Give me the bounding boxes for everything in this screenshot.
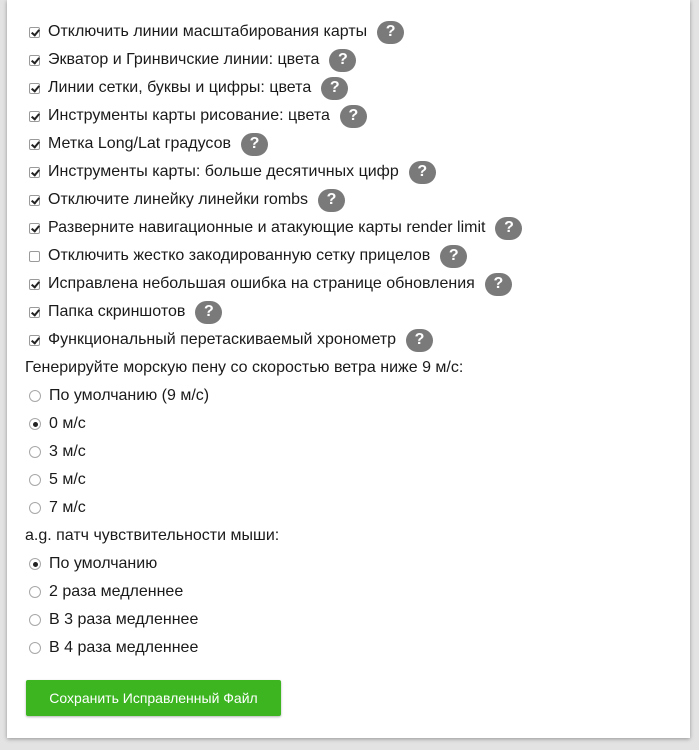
option-render-limit[interactable] — [29, 214, 522, 242]
checkbox[interactable] — [29, 27, 40, 38]
radio-label: 3 м/с — [49, 443, 86, 460]
help-icon[interactable]: ? — [495, 217, 522, 240]
option-label: Инструменты карты: больше десятичных цифр — [48, 163, 399, 180]
radio[interactable] — [29, 614, 41, 626]
checkbox[interactable] — [29, 307, 40, 318]
checkbox[interactable] — [29, 195, 40, 206]
help-icon[interactable]: ? — [340, 105, 367, 128]
option-label: Отключить жестко закодированную сетку прицелов — [48, 247, 431, 264]
help-icon[interactable]: ? — [195, 301, 222, 324]
option-disable-crosshair-grid[interactable] — [29, 242, 467, 270]
option-label: Функциональный перетаскиваемый хронометр — [48, 331, 397, 348]
help-icon[interactable]: ? — [485, 273, 512, 296]
radio-label: В 3 раза медленнее — [49, 611, 199, 628]
checkbox[interactable] — [29, 251, 40, 262]
radio-label: 5 м/с — [49, 471, 86, 488]
help-icon[interactable]: ? — [318, 189, 345, 212]
radio-foam-5[interactable] — [29, 466, 86, 494]
help-icon[interactable]: ? — [406, 329, 433, 352]
radio[interactable] — [29, 446, 41, 458]
option-grid-colors[interactable] — [29, 74, 348, 102]
option-disable-rombs[interactable] — [29, 186, 345, 214]
radio[interactable] — [29, 586, 41, 598]
radio-label: В 4 раза медленнее — [49, 639, 199, 656]
radio-foam-0[interactable] — [29, 410, 86, 438]
option-label: Отключить линии масштабирования карты — [48, 23, 368, 40]
option-screenshot-folder[interactable] — [29, 298, 222, 326]
option-label: Линии сетки, буквы и цифры: цвета — [48, 79, 312, 96]
help-icon[interactable]: ? — [440, 245, 467, 268]
option-longlat-label[interactable] — [29, 130, 268, 158]
checkbox[interactable] — [29, 55, 40, 66]
radio[interactable] — [29, 642, 41, 654]
radio-mouse-2x[interactable] — [29, 578, 183, 606]
checkbox[interactable] — [29, 335, 40, 346]
radio-label: 0 м/с — [49, 415, 86, 432]
radio-mouse-default[interactable] — [29, 550, 157, 578]
option-label: Инструменты карты рисование: цвета — [48, 107, 330, 124]
option-label: Папка скриншотов — [48, 303, 186, 320]
radio-label: По умолчанию — [49, 555, 158, 572]
checkbox[interactable] — [29, 167, 40, 178]
help-icon[interactable]: ? — [321, 77, 348, 100]
checkbox[interactable] — [29, 223, 40, 234]
option-label: Разверните навигационные и атакующие карты render limit — [48, 219, 486, 236]
option-drawing-colors[interactable] — [29, 102, 367, 130]
radio-foam-3[interactable] — [29, 438, 86, 466]
radio-mouse-4x[interactable] — [29, 634, 198, 662]
radio[interactable] — [29, 558, 41, 570]
option-update-page-fix[interactable] — [29, 270, 512, 298]
checkbox[interactable] — [29, 83, 40, 94]
option-label: Исправлена небольшая ошибка на странице обновления — [48, 275, 475, 292]
radio[interactable] — [29, 502, 41, 514]
option-label: Метка Long/Lat градусов — [48, 135, 231, 152]
help-icon[interactable]: ? — [409, 161, 436, 184]
radio[interactable] — [29, 474, 41, 486]
option-disable-scale-lines[interactable] — [29, 18, 404, 46]
radio[interactable] — [29, 390, 41, 402]
help-icon[interactable]: ? — [377, 21, 404, 44]
radio-label: По умолчанию (9 м/с) — [49, 387, 210, 404]
option-more-decimals[interactable] — [29, 158, 436, 186]
checkbox[interactable] — [29, 279, 40, 290]
radio-foam-default[interactable] — [29, 382, 209, 410]
foam-heading: Генерируйте морскую пену со скоростью ветра ниже 9 м/с: — [25, 359, 464, 376]
option-label: Экватор и Гринвичские линии: цвета — [48, 51, 320, 68]
mouse-heading: a.g. патч чувствительности мыши: — [25, 527, 280, 544]
radio[interactable] — [29, 418, 41, 430]
help-icon[interactable]: ? — [241, 133, 268, 156]
option-equator-colors[interactable] — [29, 46, 356, 74]
checkbox[interactable] — [29, 139, 40, 150]
help-icon[interactable]: ? — [329, 49, 356, 72]
radio-label: 7 м/с — [49, 499, 86, 516]
radio-mouse-3x[interactable] — [29, 606, 198, 634]
radio-label: 2 раза медленнее — [49, 583, 184, 600]
checkbox[interactable] — [29, 111, 40, 122]
save-button[interactable]: Сохранить Исправленный Файл — [26, 680, 281, 716]
option-draggable-chronometer[interactable] — [29, 326, 433, 354]
option-label: Отключите линейку линейки rombs — [48, 191, 309, 208]
radio-foam-7[interactable] — [29, 494, 86, 522]
